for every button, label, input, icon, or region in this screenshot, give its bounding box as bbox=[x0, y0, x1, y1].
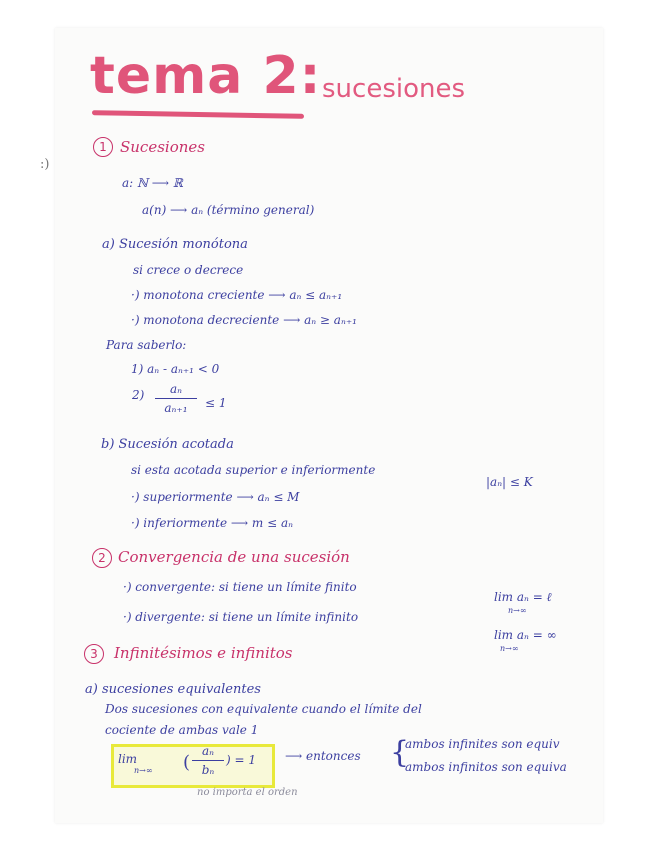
curly-brace: { bbox=[390, 735, 410, 770]
s1-b-bound: |aₙ| ≤ K bbox=[486, 475, 533, 489]
s1-a-line-1: si crece o decrece bbox=[133, 263, 244, 277]
s3-then: ⟶ entonces bbox=[285, 749, 361, 763]
box-fraction bbox=[192, 744, 224, 777]
s1-b-line-2: ·) superiormente ⟶ aₙ ≤ M bbox=[131, 490, 300, 504]
s3-result-2: ambos infinitos son equiva bbox=[405, 760, 567, 774]
s2-lim-2-sub: n→∞ bbox=[500, 644, 519, 653]
s1-a-item-2-label: 2) bbox=[132, 388, 145, 402]
s1-fraction-den: aₙ₊₁ bbox=[164, 401, 188, 415]
s2-lim-1: lim aₙ = ℓ bbox=[494, 590, 552, 604]
s1-b-heading: b) Sucesión acotada bbox=[101, 437, 234, 452]
s1-b-line-1: si esta acotada superior e inferiormente bbox=[131, 463, 376, 477]
s3-a-heading: a) sucesiones equivalentes bbox=[85, 682, 261, 697]
box-lim: lim bbox=[118, 752, 138, 766]
box-open-paren: ( bbox=[183, 752, 191, 773]
s2-lim-1-sub: n→∞ bbox=[508, 606, 527, 615]
s3-result-1: ambos infinites son equiv bbox=[405, 737, 560, 751]
s1-a-heading: a) Sucesión monótona bbox=[102, 237, 248, 252]
section-2-heading: Convergencia de una sucesión bbox=[118, 548, 350, 566]
section-3-heading: Infinitésimos e infinitos bbox=[114, 644, 293, 662]
s3-line-1: Dos sucesiones con equivalente cuando el límite del bbox=[105, 702, 422, 716]
section-1-heading: Sucesiones bbox=[120, 138, 205, 156]
edge-mark: :) bbox=[40, 157, 50, 172]
box-fraction-num: aₙ bbox=[201, 744, 215, 758]
s1-a-line-2: ·) monotona creciente ⟶ aₙ ≤ aₙ₊₁ bbox=[131, 288, 343, 302]
fraction-bar bbox=[155, 398, 197, 399]
s1-a-line-5: 1) aₙ - aₙ₊₁ < 0 bbox=[131, 362, 220, 376]
page-subtitle: sucesiones bbox=[322, 74, 466, 104]
s1-fraction-num: aₙ bbox=[169, 382, 183, 396]
s1-line-1: a: ℕ ⟶ ℝ bbox=[122, 176, 183, 190]
s3-line-2: cociente de ambas vale 1 bbox=[105, 723, 259, 737]
fraction-bar bbox=[192, 760, 224, 761]
box-fraction-den: bₙ bbox=[201, 763, 215, 777]
s1-b-line-3: ·) inferiormente ⟶ m ≤ aₙ bbox=[131, 516, 293, 530]
s1-a-line-3: ·) monotona decreciente ⟶ aₙ ≥ aₙ₊₁ bbox=[131, 313, 357, 327]
page-title: tema 2: bbox=[90, 46, 322, 106]
s2-line-1: ·) convergente: si tiene un límite finito bbox=[123, 580, 357, 594]
s1-fraction-rel: ≤ 1 bbox=[205, 396, 227, 410]
box-equals: ) = 1 bbox=[226, 753, 256, 767]
section-3-number: 3 bbox=[84, 644, 104, 664]
section-2-number: 2 bbox=[92, 548, 112, 568]
s2-line-2: ·) divergente: si tiene un límite infinito bbox=[123, 610, 359, 624]
s2-lim-2: lim aₙ = ∞ bbox=[494, 628, 557, 642]
box-lim-sub: n→∞ bbox=[134, 766, 153, 775]
s1-a-line-4: Para saberlo: bbox=[106, 338, 187, 352]
s1-fraction bbox=[155, 382, 197, 415]
section-1-number: 1 bbox=[93, 137, 113, 157]
s3-note: no importa el orden bbox=[197, 787, 298, 798]
s1-line-2: a(n) ⟶ aₙ (término general) bbox=[142, 203, 315, 217]
